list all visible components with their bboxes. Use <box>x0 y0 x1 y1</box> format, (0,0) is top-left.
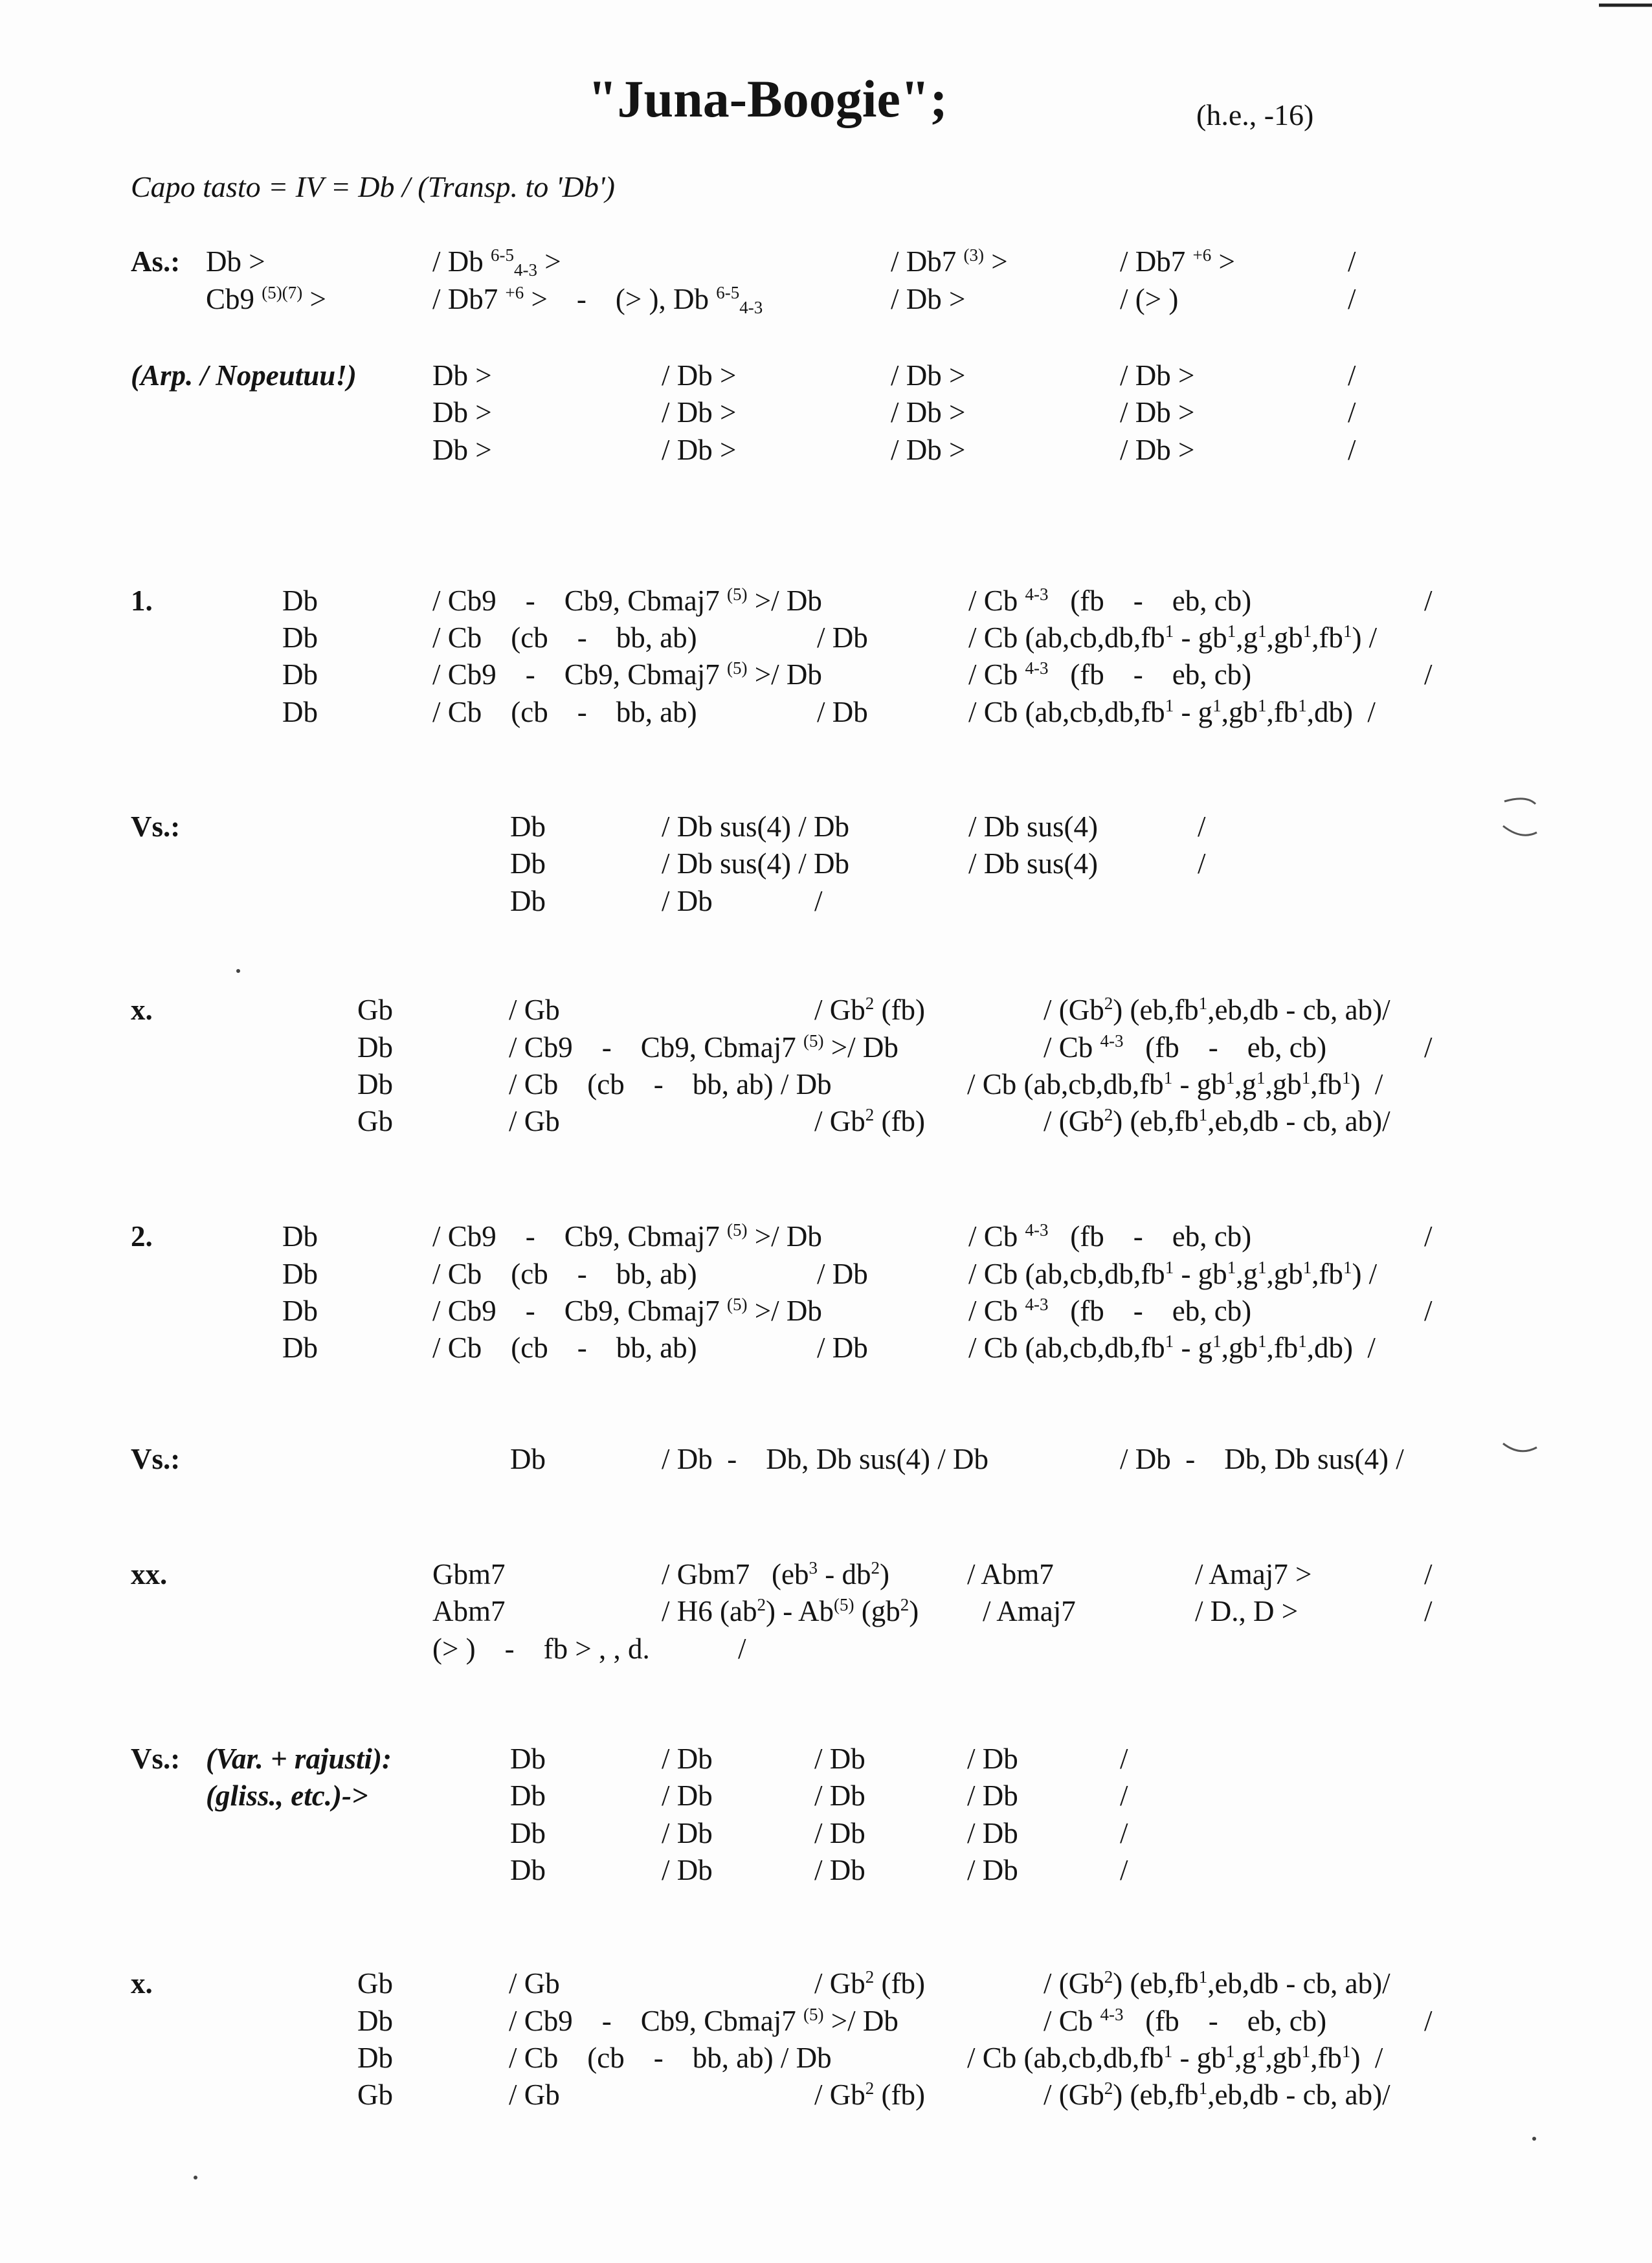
author-credit: (h.e., -16) <box>1196 98 1314 131</box>
capo-note: Capo tasto = IV = Db / (Transp. to 'Db') <box>131 170 615 203</box>
bar-end: / <box>1198 847 1206 880</box>
section-label-vs-3: Vs.: <box>131 1743 181 1775</box>
chord: / Db <box>967 1743 1018 1775</box>
chord: / Db sus(4) <box>968 810 1098 843</box>
bar-end: / <box>1424 1595 1433 1627</box>
chord: / Db <box>967 1817 1018 1849</box>
bar-end: / <box>1348 245 1356 278</box>
chord: / Db > <box>662 359 737 392</box>
chord: (> ) - fb > , , d. <box>432 1633 650 1665</box>
chord: / Db sus(4) <box>968 847 1098 880</box>
section-label-intro: As.: <box>131 245 181 278</box>
chord: Db <box>510 847 546 880</box>
chord: Db <box>510 1817 546 1849</box>
chord: / Cb (cb - bb, ab) <box>432 1258 697 1290</box>
chord: / Db <box>814 1817 865 1849</box>
bar-end: / <box>1424 658 1433 691</box>
chord: / Gb$^2$ (fb) <box>814 1104 925 1137</box>
chord: / Cb9 - Cb9, Cbmaj7 $^{(5)}$ >/ Db <box>509 2004 899 2037</box>
chord: Db <box>357 1031 393 1064</box>
chord: / Gb$^2$ (fb) <box>814 2078 925 2111</box>
chord: / (Gb$^2$) ($eb,fb^1,eb,db$ - cb, ab)/ <box>1044 993 1390 1026</box>
chord: / Db > <box>1120 434 1195 466</box>
bar-end: / <box>1424 1031 1433 1064</box>
bar-end: / <box>1424 1295 1433 1327</box>
chord: / Db <box>662 1779 713 1812</box>
chord: / Db > <box>662 434 737 466</box>
section-label-verse-2: 2. <box>131 1220 153 1253</box>
bar-end: / <box>1424 1558 1433 1590</box>
bar-end: / <box>1198 810 1206 843</box>
chord: Db <box>282 621 318 654</box>
chord: / Db <box>814 1743 865 1775</box>
chord: / Cb $^{4-3}$ (fb - eb, cb) <box>968 584 1252 617</box>
chord: / Db <box>967 1854 1018 1886</box>
chord: / Gb$^2$ (fb) <box>814 1967 925 2000</box>
chord: Gb <box>357 2079 393 2111</box>
chord: / Db <box>662 885 713 917</box>
bar-end: / <box>1424 2005 1433 2037</box>
chord: / Db > <box>1120 359 1195 392</box>
chord: / Cb9 - Cb9, Cbmaj7 $^{(5)}$ >/ Db <box>432 1294 822 1327</box>
chord: / Cb $^{4-3}$ (fb - eb, cb) <box>968 1294 1252 1327</box>
chord: / Db <box>817 621 868 654</box>
chord: / Db > <box>891 283 966 315</box>
chord: / Cb9 - Cb9, Cbmaj7 $^{(5)}$ >/ Db <box>509 1031 899 1064</box>
chord: / Cb (cb - bb, ab) / Db <box>509 1068 832 1100</box>
chord: / Db <box>817 696 868 728</box>
section-label-vs-2: Vs.: <box>131 1443 181 1475</box>
section-label-arp: (Arp. / Nopeutuu!) <box>131 359 357 392</box>
chord: / D., D > <box>1195 1595 1299 1627</box>
bar-end: / <box>1120 1779 1128 1812</box>
chord: / Db7 $^{+6}$ > <box>1120 245 1235 278</box>
chord: Db <box>282 1295 318 1327</box>
bar-end: / <box>1424 1220 1433 1253</box>
bar-end: / <box>814 885 823 917</box>
chord: Db <box>510 810 546 843</box>
chord: / Gb <box>509 994 560 1026</box>
chord: / (Gb$^2$) ($eb,fb^1,eb,db$ - cb, ab)/ <box>1044 1104 1390 1137</box>
section-label-vs-1: Vs.: <box>131 810 181 843</box>
chord: / Db > <box>891 396 966 429</box>
chord: / Abm7 <box>967 1558 1054 1590</box>
scan-dot <box>236 968 241 974</box>
punch-hole-mark <box>1501 795 1539 847</box>
chord: / Cb (cb - bb, ab) <box>432 696 697 728</box>
bar-end: / <box>1120 1854 1128 1886</box>
bar-end: / <box>1424 585 1433 617</box>
chord: Gbm7 <box>432 1558 506 1590</box>
chord: / Cb $^{4-3}$ (fb - eb, cb) <box>1044 1031 1327 1064</box>
chord: / Db > <box>891 434 966 466</box>
chord: / Db <box>967 1779 1018 1812</box>
chord: / Cb $(ab,cb,db,fb^1 - gb^1,g^1,gb^1,fb^1)$ / <box>968 1257 1378 1290</box>
chord: Db > <box>432 396 492 429</box>
chord: Gb <box>357 1967 393 2000</box>
chord: / Cb $(ab,cb,db,fb^1 - gb^1,g^1,gb^1,fb^1)$ / <box>968 621 1378 654</box>
chord: / Db $^{6-5}_{4-3}$ > <box>432 245 561 280</box>
chord: Cb9 $^{(5)(7)}$ > <box>206 282 326 315</box>
chord: Db <box>282 1332 318 1364</box>
chord: Db <box>510 1854 546 1886</box>
chord: Db <box>510 1779 546 1812</box>
song-title: "Juna-Boogie"; <box>588 69 948 128</box>
section-label-xx: xx. <box>131 1558 168 1590</box>
bar-end: / <box>1348 434 1356 466</box>
chord: / Cb $(ab,cb,db,fb^1 - g^1,gb^1,fb^1,db)$ / <box>968 1331 1376 1364</box>
chord: / Db <box>814 1854 865 1886</box>
performance-note: (gliss., etc.)-> <box>206 1779 368 1812</box>
chord: / Gb <box>509 1967 560 2000</box>
chord: Db <box>282 585 318 617</box>
chord: / Db <box>817 1258 868 1290</box>
chord: Abm7 <box>432 1595 506 1627</box>
bar-end: / <box>738 1633 746 1665</box>
chord: / Db - Db, Db sus(4) / <box>1120 1443 1404 1475</box>
chord: / Amaj7 > <box>1195 1558 1312 1590</box>
chord: / Db > <box>891 359 966 392</box>
chord: Db <box>282 658 318 691</box>
section-label-verse-1: 1. <box>131 585 153 617</box>
scan-dot <box>1532 2136 1537 2141</box>
scan-dot <box>193 2175 198 2180</box>
chord: / Cb9 - Cb9, Cbmaj7 $^{(5)}$ >/ Db <box>432 658 822 691</box>
chord: Db <box>510 885 546 917</box>
chord: / Cb $^{4-3}$ (fb - eb, cb) <box>968 1220 1252 1253</box>
chord: / Cb9 - Cb9, Cbmaj7 $^{(5)}$ >/ Db <box>432 1220 822 1253</box>
bar-end: / <box>1120 1743 1128 1775</box>
chord: / Db <box>817 1332 868 1364</box>
chord: Db > <box>432 359 492 392</box>
chord: / H6 $(ab^2) - Ab^{(5)}$ $(gb^2)$ <box>662 1594 919 1627</box>
chord: Db <box>510 1743 546 1775</box>
chord: / Amaj7 <box>983 1595 1076 1627</box>
chord: / Cb $(ab,cb,db,fb^1 - g^1,gb^1,fb^1,db)$ / <box>968 695 1376 728</box>
chord: Db <box>357 1068 393 1100</box>
chord: / Db <box>662 1854 713 1886</box>
chord: Db <box>282 696 318 728</box>
chord: / (Gb$^2$) ($eb,fb^1,eb,db$ - cb, ab)/ <box>1044 1967 1390 2000</box>
performance-note: (Var. + rajusti): <box>206 1743 392 1775</box>
chord: / Gbm7 $(eb^3 - db^2)$ <box>662 1557 889 1590</box>
chord: / Db - Db, Db sus(4) / Db <box>662 1443 988 1475</box>
bar-end: / <box>1348 396 1356 429</box>
chord: / Cb9 - Cb9, Cbmaj7 $^{(5)}$ >/ Db <box>432 584 822 617</box>
chord: Db <box>510 1443 546 1475</box>
chord: / Cb (cb - bb, ab) <box>432 1332 697 1364</box>
bar-end: / <box>1348 359 1356 392</box>
scan-corner-mark <box>1599 0 1652 26</box>
chord: / Cb (cb - bb, ab) <box>432 621 697 654</box>
chord: / Gb$^2$ (fb) <box>814 993 925 1026</box>
chord: / Cb $^{4-3}$ (fb - eb, cb) <box>1044 2004 1327 2037</box>
chord: / Db <box>814 1779 865 1812</box>
chord: / Gb <box>509 1105 560 1137</box>
chord: / Db > <box>1120 396 1195 429</box>
chord: / Cb $^{4-3}$ (fb - eb, cb) <box>968 658 1252 691</box>
chord: / Db <box>662 1817 713 1849</box>
chord: / Db <box>662 1743 713 1775</box>
section-label-bridge-2: x. <box>131 1967 153 2000</box>
bar-end: / <box>1120 1817 1128 1849</box>
chord: / (Gb$^2$) ($eb,fb^1,eb,db$ - cb, ab)/ <box>1044 2078 1390 2111</box>
chord: / Cb (cb - bb, ab) / Db <box>509 2042 832 2074</box>
chord: / Gb <box>509 2079 560 2111</box>
section-label-bridge-1: x. <box>131 994 153 1026</box>
chord: Db > <box>432 434 492 466</box>
bar-end: / <box>1348 283 1356 315</box>
chord: Db <box>357 2005 393 2037</box>
chord: / Cb $(ab,cb,db,fb^1 - gb^1,g^1,gb^1,fb^1)$ / <box>967 1067 1383 1100</box>
chord: Db <box>282 1258 318 1290</box>
punch-hole-mark <box>1501 1437 1539 1463</box>
chord: Gb <box>357 1105 393 1137</box>
chord: / Db sus(4) / Db <box>662 810 849 843</box>
chord: / Db > <box>662 396 737 429</box>
chord: / Db sus(4) / Db <box>662 847 849 880</box>
chord: / Cb $(ab,cb,db,fb^1 - gb^1,g^1,gb^1,fb^1)$ / <box>967 2041 1383 2074</box>
chord: Db > <box>206 245 265 278</box>
chord: / Db7 $^{(3)}$ > <box>891 245 1008 278</box>
chord: / Db7 $^{+6}$ > - (> ), Db $^{6-5}_{4-3}$ <box>432 282 763 317</box>
chord: Db <box>357 2042 393 2074</box>
chord: Db <box>282 1220 318 1253</box>
chord: / (> ) <box>1120 283 1179 315</box>
chord: Gb <box>357 994 393 1026</box>
